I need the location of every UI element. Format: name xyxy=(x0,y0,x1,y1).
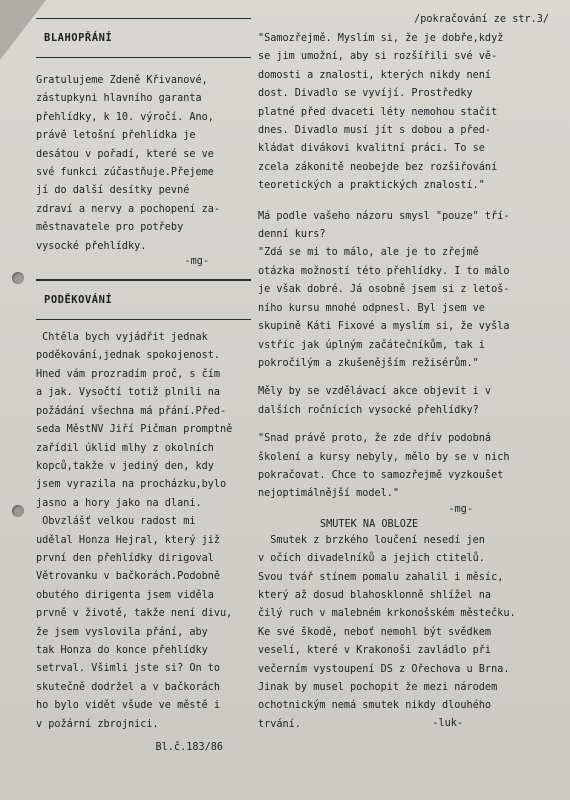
thanks-text: Chtěla bych vyjádřit jednak poděkování,jednak spokojenost. Hned vám prozradím proč, s čím a jak. Vysočtí totiž plnili na požádání všechna má přání.Před- seda MěstNV Jiří Pičman promptně zařídil úklid mlhy z okolních kopců,takže v jediný den, kdy jsem vyrazila na procházku,bylo jasno a hory jako na dlani. Obvzlášť velkou radost mi udělal Honza Hejral, který již první den přehlídky dirigoval Větrovanku v bačkorách.Podobně obutého dirigenta jsem viděla prvně v životě, takže není divu, že jsem vyslovila přání, aby tak Honza do konce přehlídky setrval. Všimli jste si? On to skutečně dodržel a v bačkorách ho bylo vidět všude ve městě i v požární zbrojnici. xyxy=(36,332,233,730)
divider xyxy=(36,279,251,281)
issue-label: Bl.č.183/86 xyxy=(155,742,223,753)
interview-question: Měly by se vzdělávací akce objevit i v dalších ročnících vysocké přehlídky? xyxy=(258,386,492,416)
divider xyxy=(36,57,251,58)
interview-question: Má podle vašeho názoru smysl "pouze" tří- denní kurs? xyxy=(258,210,510,241)
section-heading-congratulations: BLAHOPŘÁNÍ xyxy=(44,32,113,44)
signature: -luk- xyxy=(432,718,463,730)
right-column xyxy=(258,14,563,729)
signature: -mg- xyxy=(448,503,473,515)
punch-hole-bottom xyxy=(12,505,24,517)
section-heading-sky: SMUTEK NA OBLOZE xyxy=(320,518,419,530)
continuation-note: /pokračování ze str.3/ xyxy=(414,14,549,25)
left-column xyxy=(36,14,251,753)
section-heading-thanks: PODĚKOVÁNÍ xyxy=(44,294,113,307)
divider xyxy=(36,319,251,320)
punch-hole-top xyxy=(12,272,24,284)
sky-text: Smutek z brzkého loučení nesedí jen v očích divadelníků a jejich ctitelů. Svou tvář stínem pomalu zahalil i měsíc, který až dosud blahosklonně shlížel na čilý ruch v malebném krkonošském městečku. Ke své škodě, neboť nemohl být svědkem veselí, které v Krakonoši zavládlo při večerním vystoupení DS z Ořechova u Brna. Jinak by musel pochopit že mezi národem ochotnickým nemá smutek nikdy dlouhého trvání. xyxy=(258,534,516,730)
signature: -mg- xyxy=(184,256,209,268)
interview-answer: "Snad právě proto, že zde dřív podobná školení a kursy nebyly, mělo by se v nich pokračovat. Chce to samozřejmě vyzkoušet nejoptimálnější model." xyxy=(258,433,510,500)
interview-answer: "Samozřejmě. Myslím si, že je dobře,když se jim umožní, aby si rozšířili své vě- domosti a znalosti, kterých nikdy není dost. Divadlo se vyvíjí. Prostředky platné před dvaceti léty nemohou stačit dnes. Divadlo musí jít s dobou a před- kládat divákovi kvalitní práci. To se zcela zákonitě neobejde bez rozšiřování teoretických a praktických znalostí." xyxy=(258,33,504,192)
divider xyxy=(36,18,251,19)
interview-answer: "Zdá se mi to málo, ale je to zřejmě otázka možností této přehlídky. I to málo je však dobré. Já osobně jsem si z letoš- ního kursu mnohé odpnesl. Byl jsem ve skupině Káti Fixové a myslím si, že vyšla vstříc jak úplným začátečníkům, tak i pokročilým a zkušenějším režisérům." xyxy=(258,247,510,369)
congratulations-text: Gratulujeme Zdeně Křivanové, zástupkyni hlavního garanta přehlídky, k 10. výročí. Ano, právě letošní přehlídka je desátou v pořadí, které se ve své funkci zúčastňuje.Přejeme jí do další desítky pevné zdraví a nervy a pochopení za- městnavatele pro potřeby vysocké přehlídky. xyxy=(36,75,221,252)
